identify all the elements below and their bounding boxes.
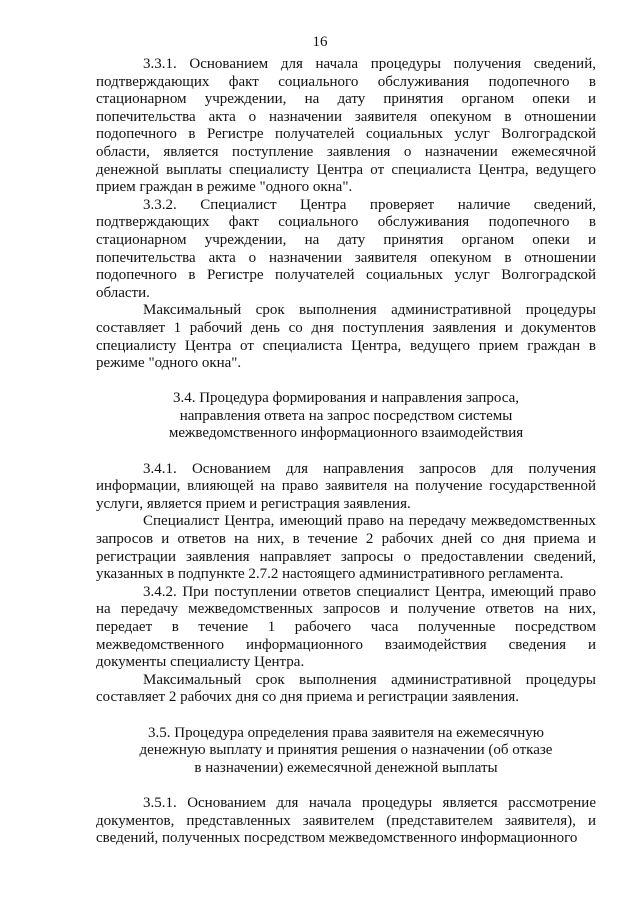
section-heading-3-5 [96,725,596,778]
section-heading-3-4 [96,390,596,443]
paragraph-3-4-1: 3.4.1. Основанием для направления запросов для получения информации, влияющей на право заявителя на получение государственной услуги, является прием и регистрация заявления. [96,460,596,512]
heading-line: направления ответа на запрос посредством системы [179,407,513,424]
paragraph-3-4-2: 3.4.2. При поступлении ответов специалист Центра, имеющий право на передачу межведомственных запросов и получение ответов на них, передает в течение 1 рабочего часа полученные посредством межведомственного информационного взаимодействия сведения и документы специалисту Центра. [96,583,596,671]
document-body [96,56,596,848]
paragraph-3-5-1: 3.5.1. Основанием для начала процедуры является рассмотрение документов, представленных заявителем (представителем заявителя), и сведений, полученных посредством межведомственного информационного [96,794,596,847]
paragraph-3-3-max-term: Максимальный срок выполнения административной процедуры составляет 1 рабочий день со дня поступления заявления и документов специалисту Центра от специалиста Центра, ведущего прием граждан в режиме "одного окна". [96,302,596,372]
paragraph-3-3-1: 3.3.1. Основанием для начала процедуры получения сведений, подтверждающих факт социального обслуживания подопечного в стационарном учреждении, на дату принятия органом опеки и попечительства акта о назначении заявителя опекуном в отношении подопечного в Регистре получателей социальных услуг Волгоградской области, является поступление заявления о назначении ежемесячной денежной выплаты специалисту Центра от специалиста Центра, ведущего прием граждан в режиме "одного окна". [96,56,596,196]
page-number: 16 [312,34,328,50]
paragraph-3-4-max-term: Максимальный срок выполнения административной процедуры составляет 2 рабочих дня со дня приема и регистрации заявления. [96,671,596,706]
paragraph-3-4-1-specialist: Специалист Центра, имеющий право на передачу межведомственных запросов и ответов на них, в течение 2 рабочих дней со дня приема и регистрации заявления направляет запросы о предоставлении сведений, указанных в подпункте 2.7.2 настоящего административного регламента. [96,513,596,583]
paragraph-3-3-2: 3.3.2. Специалист Центра проверяет наличие сведений, подтверждающих факт социального обслуживания подопечного в стационарном учреждении, на дату принятия органом опеки и попечительства акта о назначении заявителя опекуном в отношении подопечного в Регистре получателей социальных услуг Волгоградской области. [96,196,596,301]
heading-line: денежную выплату и принятия решения о назначении (об отказе [139,742,553,759]
heading-line: 3.4. Процедура формирования и направления запроса, [172,390,520,407]
heading-line: межведомственного информационного взаимодействия [168,425,524,442]
heading-line: в назначении) ежемесячной денежной выплаты [194,759,498,776]
heading-line: 3.5. Процедура определения права заявителя на ежемесячную [148,724,544,741]
